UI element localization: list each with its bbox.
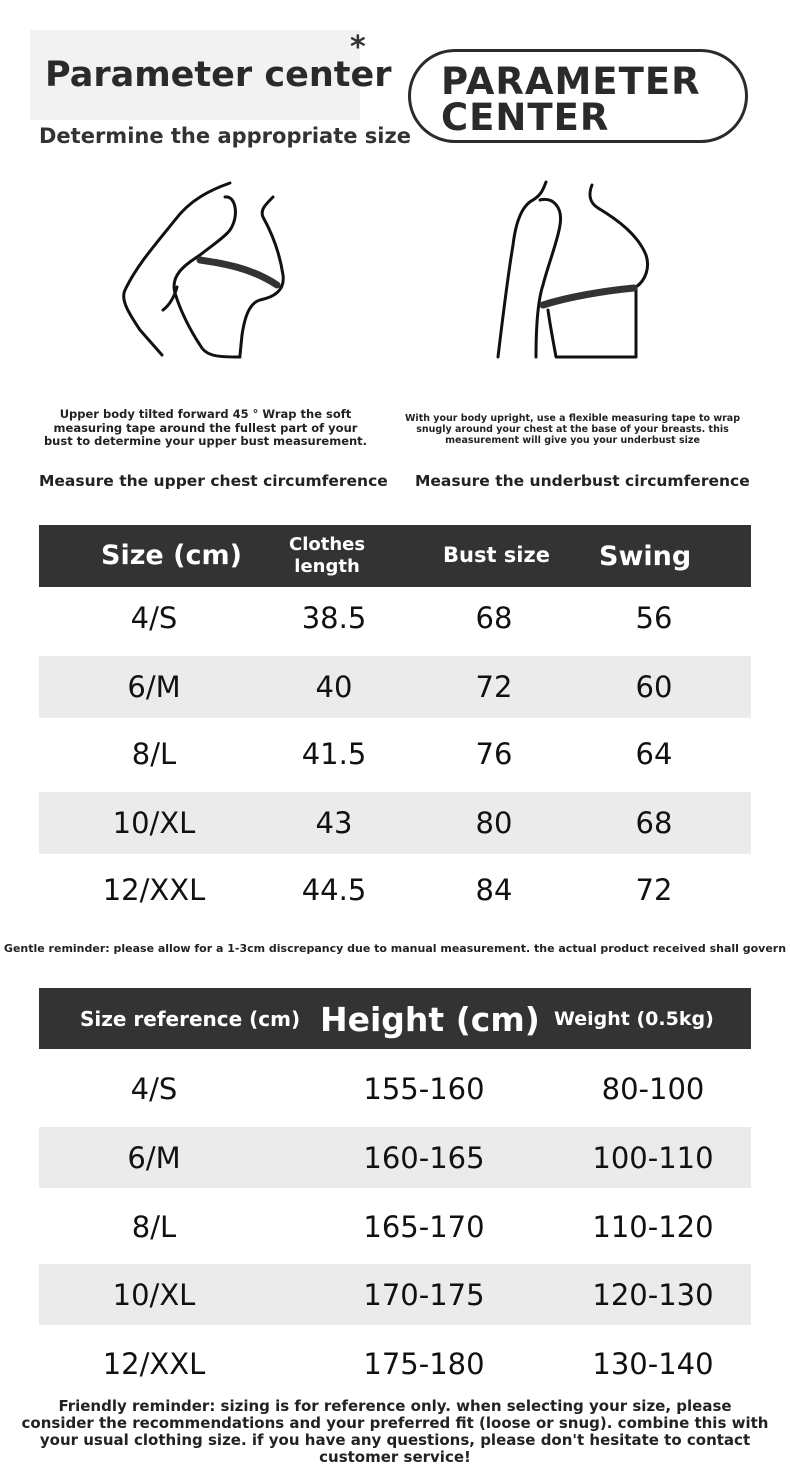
header-clothes-line-2: length — [294, 556, 360, 577]
header-size-reference: Size reference (cm) — [80, 1007, 301, 1031]
cell-bust-size: 76 — [475, 737, 513, 771]
cell-size: 8/L — [131, 1210, 177, 1244]
header-weight: Weight (0.5kg) — [554, 1008, 714, 1030]
cell-size: 8/L — [131, 737, 177, 771]
cell-size: 4/S — [130, 1072, 178, 1106]
size-table-header — [39, 525, 751, 587]
badge-line-1: PARAMETER — [441, 60, 701, 103]
table-row — [39, 1264, 751, 1325]
cell-height: 170-175 — [363, 1277, 485, 1312]
table-row — [39, 792, 751, 854]
cell-clothes-length: 40 — [315, 670, 353, 704]
cell-weight: 130-140 — [592, 1347, 714, 1381]
underbust-measurement-figure — [488, 175, 658, 370]
header-swing: Swing — [599, 541, 692, 572]
cell-size: 12/XXL — [102, 1347, 206, 1381]
cell-clothes-length: 44.5 — [301, 873, 367, 907]
cell-weight: 80-100 — [601, 1072, 705, 1106]
underbust-caption: Measure the underbust circumference — [415, 472, 750, 490]
cell-swing: 56 — [635, 601, 673, 635]
underbust-description: With your body upright, use a flexible measuring tape to wrap snugly around your chest at the base of your breasts. this measurement will give you your underbust size — [404, 413, 741, 446]
badge-text — [441, 60, 701, 139]
table-row — [39, 859, 751, 921]
header-height: Height (cm) — [320, 1000, 540, 1039]
table-row — [39, 723, 751, 785]
table-row — [39, 587, 751, 649]
cell-height: 160-165 — [363, 1140, 485, 1175]
cell-size: 10/XL — [112, 1277, 196, 1312]
table-row — [39, 1058, 751, 1120]
cell-size: 6/M — [127, 670, 181, 704]
cell-clothes-length: 43 — [315, 806, 353, 840]
cell-swing: 60 — [635, 670, 673, 704]
cell-bust-size: 72 — [475, 670, 513, 704]
table-row — [39, 1333, 751, 1395]
parameter-center-badge — [408, 49, 748, 143]
asterisk-mark: * — [350, 30, 366, 65]
cell-size: 4/S — [130, 601, 178, 635]
upper-chest-description: Upper body tilted forward 45 ° Wrap the soft measuring tape around the fullest part of your bust to determine your upper bust measurement. — [43, 407, 368, 448]
reference-table — [39, 988, 751, 1398]
cell-height: 155-160 — [363, 1072, 485, 1106]
table-row — [39, 1127, 751, 1188]
page-subtitle: Determine the appropriate size — [39, 124, 411, 148]
cell-swing: 68 — [635, 806, 673, 840]
table-row — [39, 656, 751, 718]
badge-line-2: CENTER — [441, 96, 610, 139]
reference-table-header — [39, 988, 751, 1049]
header-size: Size (cm) — [101, 540, 242, 571]
table-row — [39, 1196, 751, 1258]
cell-height: 175-180 — [363, 1347, 485, 1381]
upper-chest-measurement-figure — [115, 175, 300, 370]
upper-chest-caption: Measure the upper chest circumference — [39, 472, 388, 490]
cell-size: 6/M — [127, 1140, 181, 1175]
cell-height: 165-170 — [363, 1210, 485, 1244]
header-clothes-length — [289, 534, 365, 578]
cell-swing: 72 — [635, 873, 673, 907]
page-title: Parameter center — [45, 55, 392, 95]
cell-clothes-length: 41.5 — [301, 737, 367, 771]
cell-bust-size: 68 — [475, 601, 513, 635]
cell-swing: 64 — [635, 737, 673, 771]
cell-size: 12/XXL — [102, 873, 206, 907]
cell-clothes-length: 38.5 — [301, 601, 367, 635]
size-table — [39, 525, 751, 925]
cell-size: 10/XL — [112, 806, 196, 840]
cell-weight: 120-130 — [592, 1277, 714, 1312]
cell-weight: 110-120 — [592, 1210, 714, 1244]
friendly-reminder: Friendly reminder: sizing is for reference only. when selecting your size, please consider the recommendations and your preferred fit (loose or snug). combine this with your usual clothing size. if you have any questions, please don't hesitate to contact customer service! — [21, 1397, 769, 1466]
cell-bust-size: 80 — [475, 806, 513, 840]
cell-weight: 100-110 — [592, 1140, 714, 1175]
header-bust-size: Bust size — [443, 543, 550, 567]
header-clothes-line-1: Clothes — [289, 534, 366, 555]
gentle-reminder: Gentle reminder: please allow for a 1-3cm discrepancy due to manual measurement. the actual product received shall govern — [3, 942, 787, 955]
cell-bust-size: 84 — [475, 873, 513, 907]
